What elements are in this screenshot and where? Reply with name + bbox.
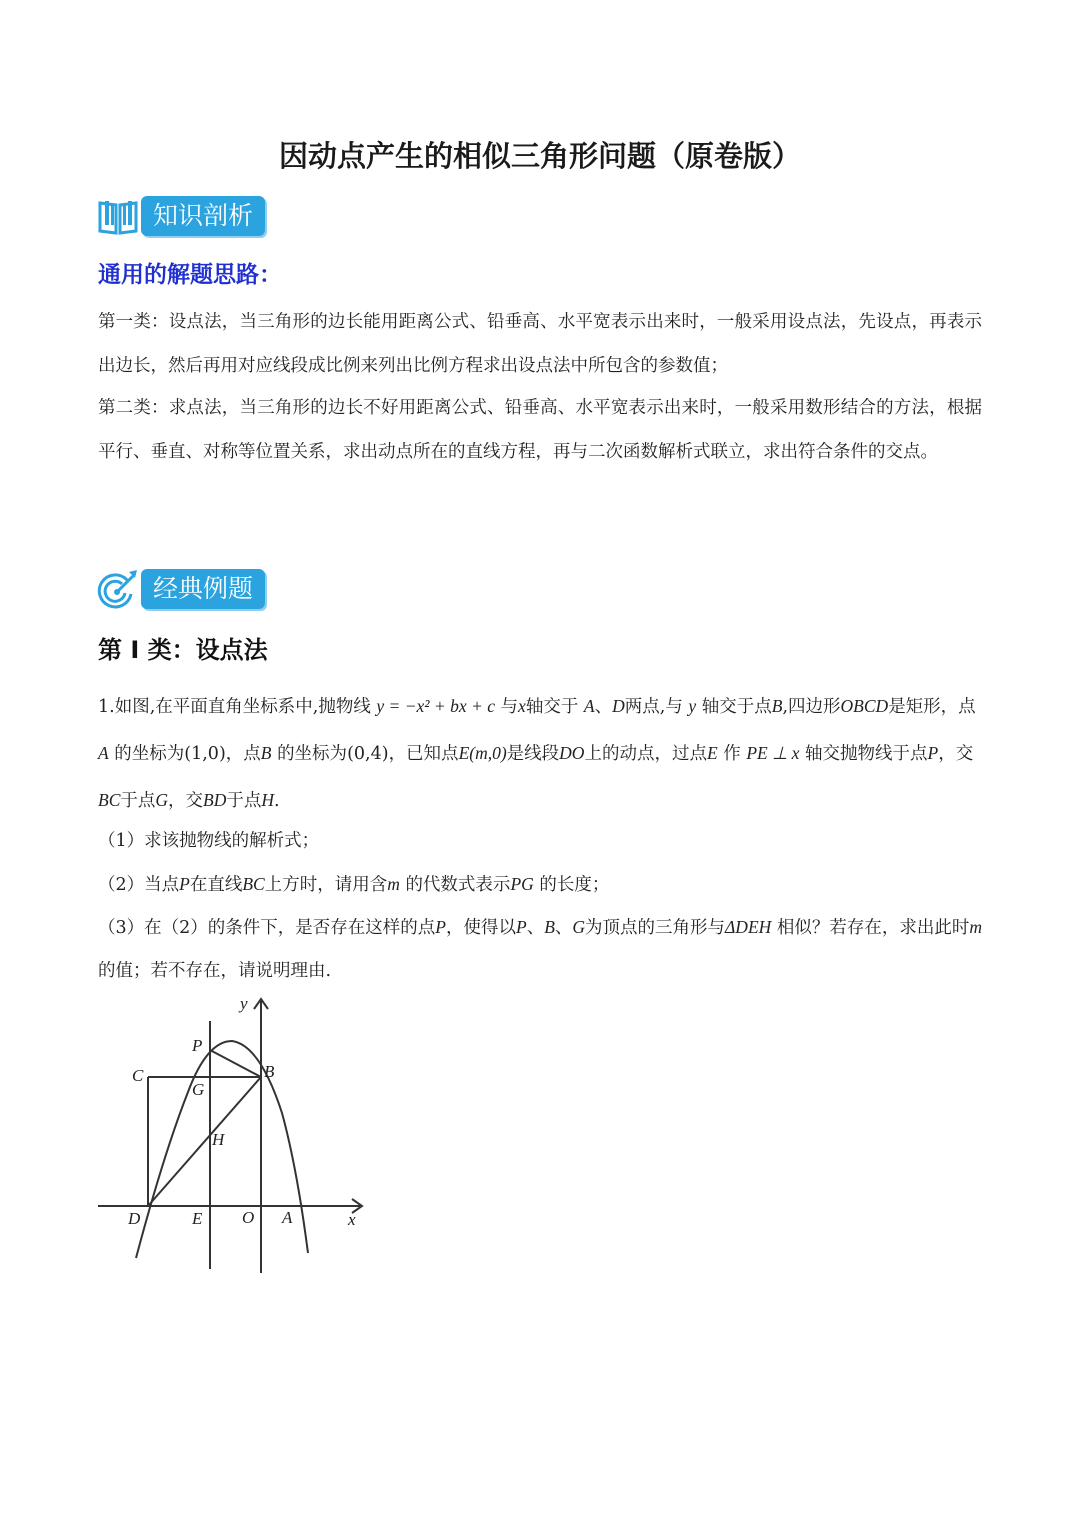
section-badge-examples — [97, 569, 265, 609]
section-label: 知识剖析 — [141, 196, 265, 236]
label-H: H — [212, 1130, 225, 1149]
question-2: （2）当点P在直线BC上方时，请用含m 的代数式表示PG 的长度； — [98, 874, 610, 895]
paragraph-type-two: 第二类：求点法，当三角形的边长不好用距离公式、铅垂高、水平宽表示出来时，一般采用数形结合的方法，根据平行、垂直、对称等位置关系，求出动点所在的直线方程，再与二次函数解析式联立，求出符合条件的交点。 — [98, 398, 982, 462]
label-C: C — [132, 1066, 144, 1085]
coordinate-figure — [92, 993, 372, 1278]
label-P: P — [192, 1036, 203, 1055]
label-x: x — [348, 1210, 356, 1229]
label-D: D — [128, 1209, 141, 1228]
target-arrow-icon — [97, 568, 139, 610]
open-book-icon — [97, 195, 139, 237]
paragraph-type-one: 第一类：设点法，当三角形的边长能用距离公式、铅垂高、水平宽表示出来时，一般采用设点法，先设点，再表示出边长，然后再用对应线段成比例来列出比例方程求出设点法中所包含的参数值； — [98, 312, 982, 376]
type-heading: 第 I 类：设点法 — [98, 636, 268, 664]
question-1: （1）求该抛物线的解析式； — [98, 831, 320, 851]
label-G: G — [192, 1080, 205, 1099]
page-title: 因动点产生的相似三角形问题（原卷版） — [278, 139, 801, 173]
label-E: E — [192, 1209, 203, 1228]
section-badge-knowledge — [97, 196, 265, 236]
problem-statement: 1.如图,在平面直角坐标系中,抛物线 y = −x² + bx + c 与x轴交于 A、D两点,与 y 轴交于点B,四边形OBCD是矩形，点A 的坐标为(1,0)，点B 的坐标为(0,4)，已知点E(m,0)是线段DO上的动点，过点E 作 PE ⊥ x 轴交抛物线于点P，交BC于点G，交BD于点H. — [98, 696, 976, 811]
section-label: 经典例题 — [141, 569, 265, 609]
label-y: y — [240, 994, 248, 1013]
label-A: A — [282, 1208, 293, 1227]
label-O: O — [242, 1208, 255, 1227]
segment-BD — [148, 1077, 261, 1206]
question-3: （3）在（2）的条件下，是否存在这样的点P，使得以P、B、G为顶点的三角形与ΔDEH 相似？若存在，求出此时m 的值；若不存在，请说明理由. — [98, 917, 982, 981]
label-B: B — [264, 1062, 275, 1081]
subheading-general-approach: 通用的解题思路： — [98, 262, 282, 288]
